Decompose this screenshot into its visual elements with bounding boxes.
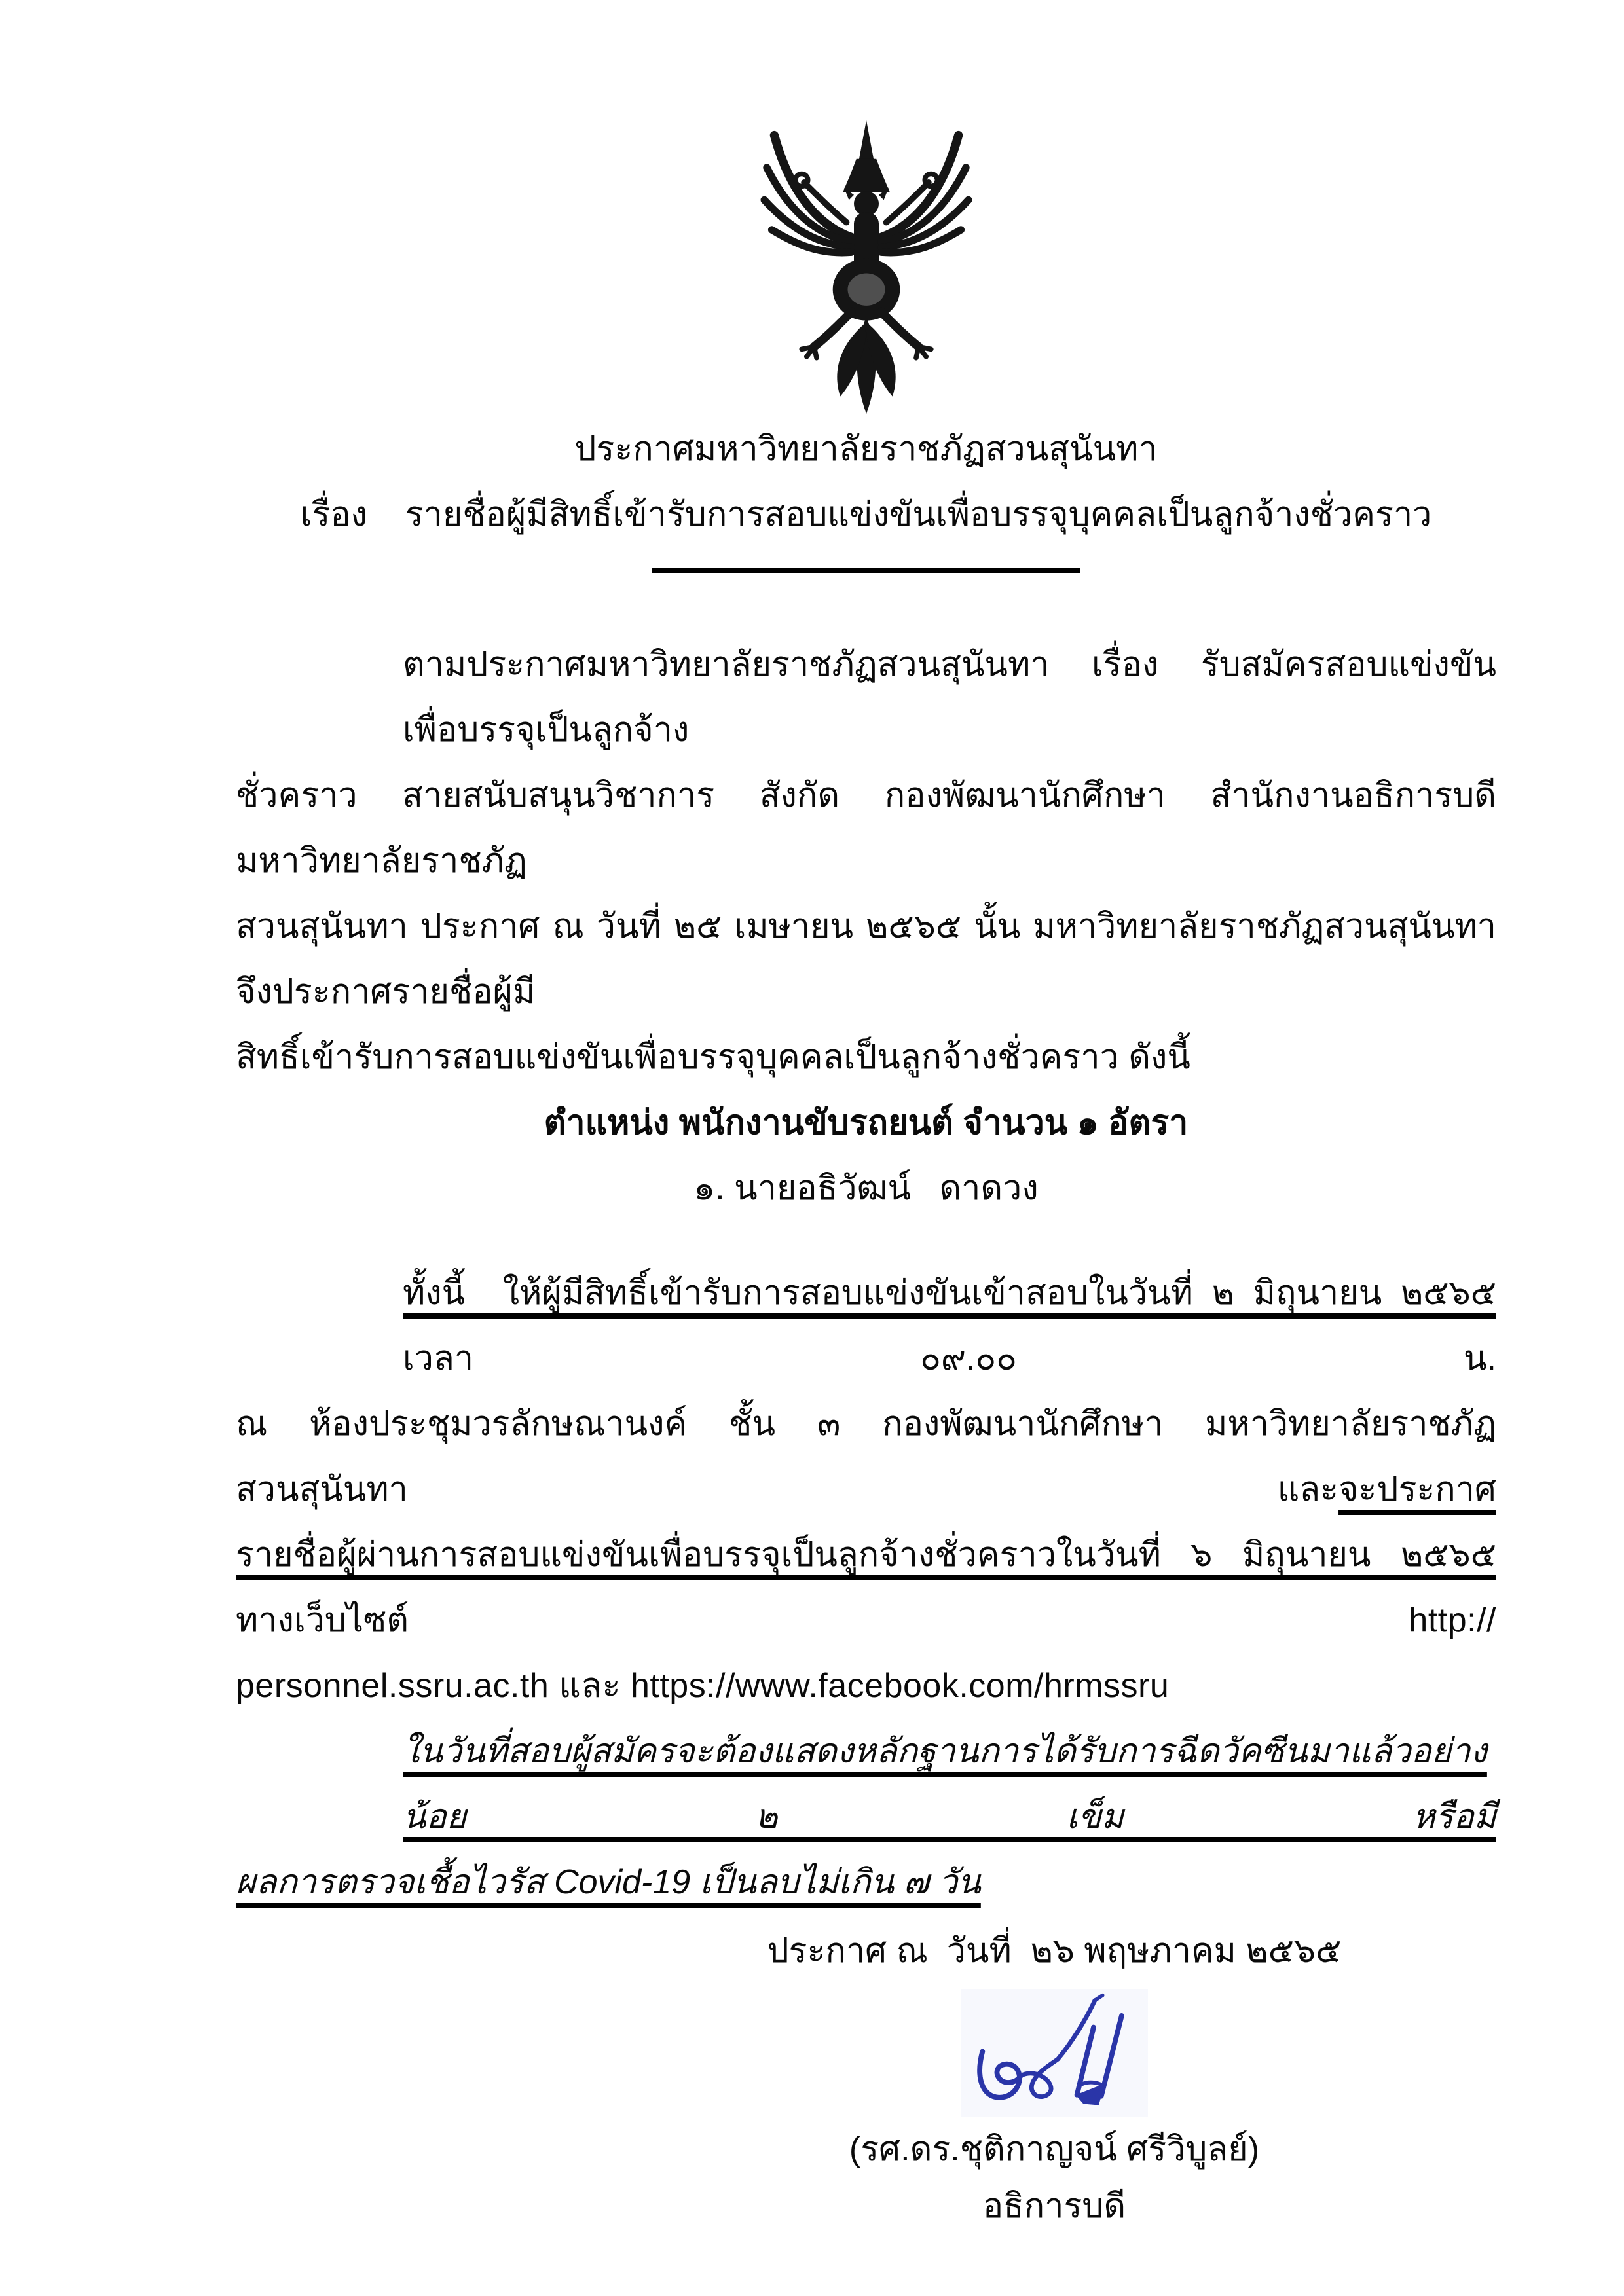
paragraph-line — [236, 1850, 1496, 1915]
paragraph-line — [236, 1391, 1496, 1522]
paragraph-line — [236, 1522, 1506, 1653]
covid-note-line1: ในวันที่สอบผู้สมัครจะต้องแสดงหลักฐานการได้รับการฉีดวัคซีนมาแล้วอย่างน้อย ๒ เข็ม หรือมี — [403, 1732, 1496, 1836]
announcement-title: ประกาศมหาวิทยาลัยราชภัฏสวนสุนันทา — [574, 430, 1158, 468]
website-label: ทางเว็บไซต์ — [236, 1536, 1506, 1639]
exam-detail-paragraph — [236, 1260, 1515, 1719]
paragraph-line — [236, 1719, 1496, 1850]
garuda-emblem-icon — [742, 118, 991, 416]
facebook-url: https://www.facebook.com/hrmssru — [630, 1667, 1170, 1705]
emblem-container — [236, 0, 1496, 416]
paragraph-line: ชั่วคราว สายสนับสนุนวิชาการ สังกัด กองพัฒนานักศึกษา สำนักงานอธิการบดี มหาวิทยาลัยราชภัฏ — [236, 776, 1515, 880]
announcement-date: ประกาศ ณ วันที่ ๒๖ พฤษภาคม ๒๕๖๕ — [767, 1932, 1342, 1970]
exam-time: เวลา ๐๙.๐๐ น. — [403, 1274, 1515, 1377]
exam-date-underlined: ทั้งนี้ ให้ผู้มีสิทธิ์เข้ารับการสอบแข่งขันเข้าสอบในวันที่ ๒ มิถุนายน ๒๕๖๕ — [403, 1274, 1496, 1312]
title-divider — [652, 568, 1080, 573]
paragraph-line: ตามประกาศมหาวิทยาลัยราชภัฏสวนสุนันทา เรื่อง รับสมัครสอบแข่งขันเพื่อบรรจุเป็นลูกจ้าง — [403, 646, 1496, 749]
paragraph-line: สวนสุนันทา ประกาศ ณ วันที่ ๒๕ เมษายน ๒๕๖๕ นั้น มหาวิทยาลัยราชภัฏสวนสุนันทาจึงประกาศรายชื่อผู้มี — [236, 907, 1496, 1011]
conjunction: และ — [549, 1667, 631, 1705]
result-date-underlined: รายชื่อผู้ผ่านการสอบแข่งขันเพื่อบรรจุเป็นลูกจ้างชั่วคราวในวันที่ ๖ มิถุนายน ๒๕๖๕ — [236, 1536, 1496, 1574]
applicant-name: ๑. นายอธิวัฒน์ ดาดวง — [693, 1169, 1039, 1207]
personnel-url: personnel.ssru.ac.th — [236, 1667, 549, 1705]
paragraph-line — [236, 1653, 1496, 1719]
paragraph-line: สิทธิ์เข้ารับการสอบแข่งขันเพื่อบรรจุบุคคลเป็นลูกจ้างชั่วคราว ดังนี้ — [236, 1038, 1190, 1076]
signatory-name: (รศ.ดร.ชุติกาญจน์ ศรีวิบูลย์) — [849, 2130, 1260, 2168]
covid-note-line2: ผลการตรวจเชื้อไวรัส Covid-19 เป็นลบไม่เกิน ๗ วัน — [236, 1863, 981, 1901]
signature-handwriting-icon — [961, 1989, 1148, 2117]
document-content — [236, 0, 1515, 2234]
signature-image — [961, 1989, 1148, 2117]
covid-note-paragraph — [236, 1719, 1496, 1915]
paragraph-line — [236, 1260, 1515, 1391]
url-scheme: http:// — [1409, 1601, 1496, 1639]
position-heading: ตำแหน่ง พนักงานขับรถยนต์ จำนวน ๑ อัตรา — [544, 1104, 1189, 1142]
signoff-block — [714, 1918, 1395, 2234]
exam-venue: ณ ห้องประชุมวรลักษณานงค์ ชั้น ๓ กองพัฒนานักศึกษา มหาวิทยาลัยราชภัฏสวนสุนันทา และ — [236, 1405, 1496, 1508]
result-announce-underlined: จะประกาศ — [1338, 1470, 1496, 1508]
announcement-subject: เรื่อง รายชื่อผู้มีสิทธิ์เข้ารับการสอบแข่งขันเพื่อบรรจุบุคคลเป็นลูกจ้างชั่วคราว — [300, 496, 1432, 534]
signatory-title: อธิการบดี — [982, 2187, 1126, 2225]
opening-paragraph — [236, 632, 1515, 1090]
